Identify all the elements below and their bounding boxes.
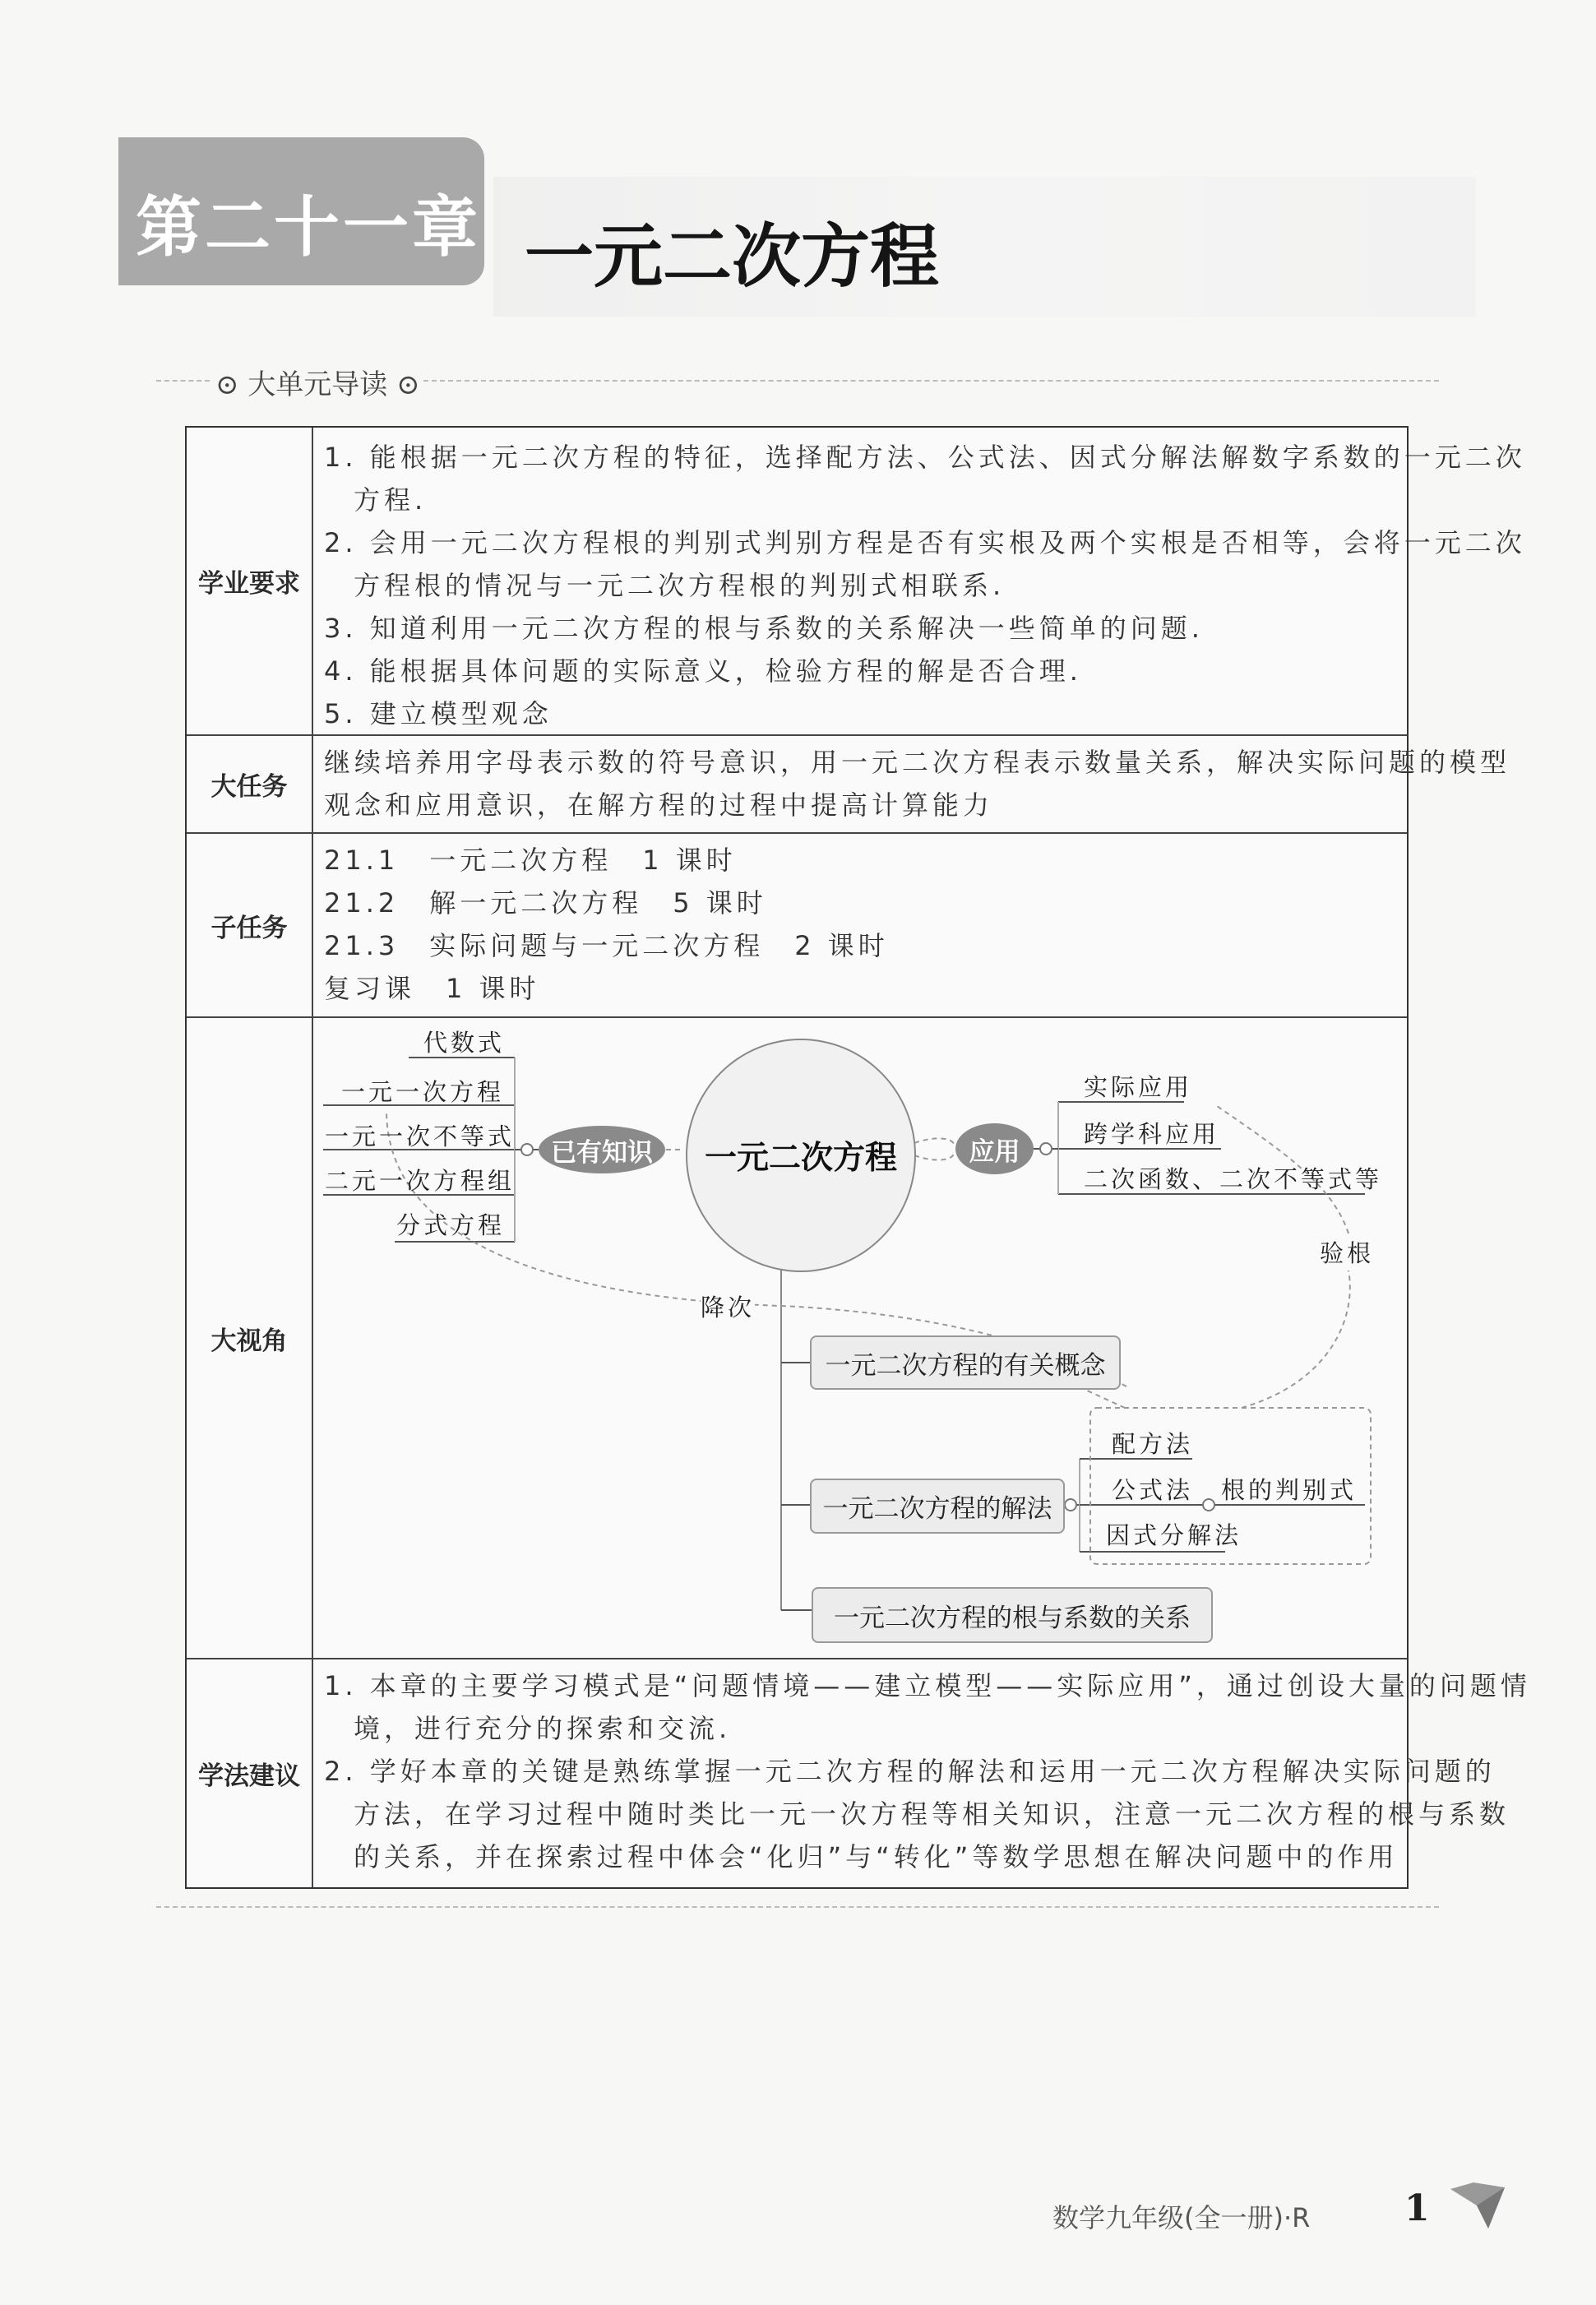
page-number: 1 xyxy=(1404,2187,1430,2229)
application-item: 实际应用 xyxy=(1084,1073,1193,1101)
method-item: 因式分解法 xyxy=(1106,1521,1242,1549)
branch-concepts: 一元二次方程的有关概念 xyxy=(810,1335,1121,1390)
method-item: 公式法 xyxy=(1112,1476,1194,1504)
row-label: 学业要求 xyxy=(187,428,313,734)
text-line: 方程根的情况与一元二次方程根的判别式相联系. xyxy=(354,570,1006,601)
text-line: 1. 本章的主要学习模式是“问题情境——建立模型——实际应用”，通过创设大量的问题情 xyxy=(324,1670,1531,1701)
row-label: 学法建议 xyxy=(187,1659,313,1887)
text-line: 方程. xyxy=(354,484,428,516)
row-label: 子任务 xyxy=(187,834,313,1016)
prior-item: 代数式 xyxy=(423,1029,506,1057)
text-line: 复习课 1 课时 xyxy=(324,973,540,1004)
text-line: 的关系，并在探索过程中体会“化归”与“转化”等数学思想在解决问题中的作用 xyxy=(354,1841,1399,1872)
chapter-label: 第二十一章 xyxy=(136,189,481,266)
book-title: 数学九年级(全一册)·R xyxy=(1052,2202,1311,2233)
application-item: 跨学科应用 xyxy=(1084,1120,1220,1148)
text-line: 方法，在学习过程中随时类比一元一次方程等相关知识，注意一元二次方程的根与系数 xyxy=(354,1798,1510,1830)
text-line: 5. 建立模型观念 xyxy=(324,698,553,729)
chapter-title: 一元二次方程 xyxy=(525,216,940,297)
text-line: 观念和应用意识，在解方程的过程中提高计算能力 xyxy=(324,789,994,821)
text-line: 21.3 实际问题与一元二次方程 2 课时 xyxy=(324,930,889,961)
application-item: 二次函数、二次不等式等 xyxy=(1084,1165,1383,1193)
text-line: 继续培养用字母表示数的符号意识，用一元二次方程表示数量关系，解决实际问题的模型 xyxy=(324,747,1511,778)
prior-item: 一元一次方程 xyxy=(341,1078,505,1106)
text-line: 1. 能根据一元二次方程的特征，选择配方法、公式法、因式分解法解数字系数的一元二次 xyxy=(324,442,1526,473)
application-node: 应用 xyxy=(955,1123,1034,1174)
prior-knowledge-node: 已有知识 xyxy=(539,1126,665,1173)
discriminant-item: 根的判别式 xyxy=(1221,1476,1358,1504)
text-line: 3. 知道利用一元二次方程的根与系数的关系解决一些简单的问题. xyxy=(324,613,1204,644)
text-line: 4. 能根据具体问题的实际意义，检验方程的解是否合理. xyxy=(324,655,1082,687)
origami-bird-icon xyxy=(1449,2182,1506,2230)
text-line: 2. 会用一元二次方程根的判别式判别方程是否有实根及两个实根是否相等，会将一元二次 xyxy=(324,527,1526,558)
branch-solutions: 一元二次方程的解法 xyxy=(810,1479,1065,1534)
text-line: 2. 学好本章的关键是熟练掌握一元二次方程的解法和运用一元二次方程解决实际问题的 xyxy=(324,1756,1496,1787)
verify-root-label: 验根 xyxy=(1320,1235,1374,1269)
section-title: ⊙ 大单元导读 ⊙ xyxy=(215,368,420,401)
center-node: 一元二次方程 xyxy=(686,1039,916,1272)
reduce-degree-label: 降次 xyxy=(701,1289,755,1323)
row-label: 大视角 xyxy=(187,1018,313,1658)
prior-item: 二元一次方程组 xyxy=(325,1167,516,1195)
text-line: 21.1 一元二次方程 1 课时 xyxy=(324,845,737,876)
text-line: 21.2 解一元二次方程 5 课时 xyxy=(324,887,767,919)
text-line: 境，进行充分的探索和交流. xyxy=(354,1713,732,1744)
section-rule-bottom xyxy=(156,1906,1439,1908)
method-item: 配方法 xyxy=(1112,1430,1194,1458)
prior-item: 分式方程 xyxy=(396,1211,506,1239)
branch-roots-coefficients: 一元二次方程的根与系数的关系 xyxy=(812,1587,1213,1643)
row-label: 大任务 xyxy=(187,736,313,832)
prior-item: 一元一次不等式 xyxy=(325,1122,516,1150)
